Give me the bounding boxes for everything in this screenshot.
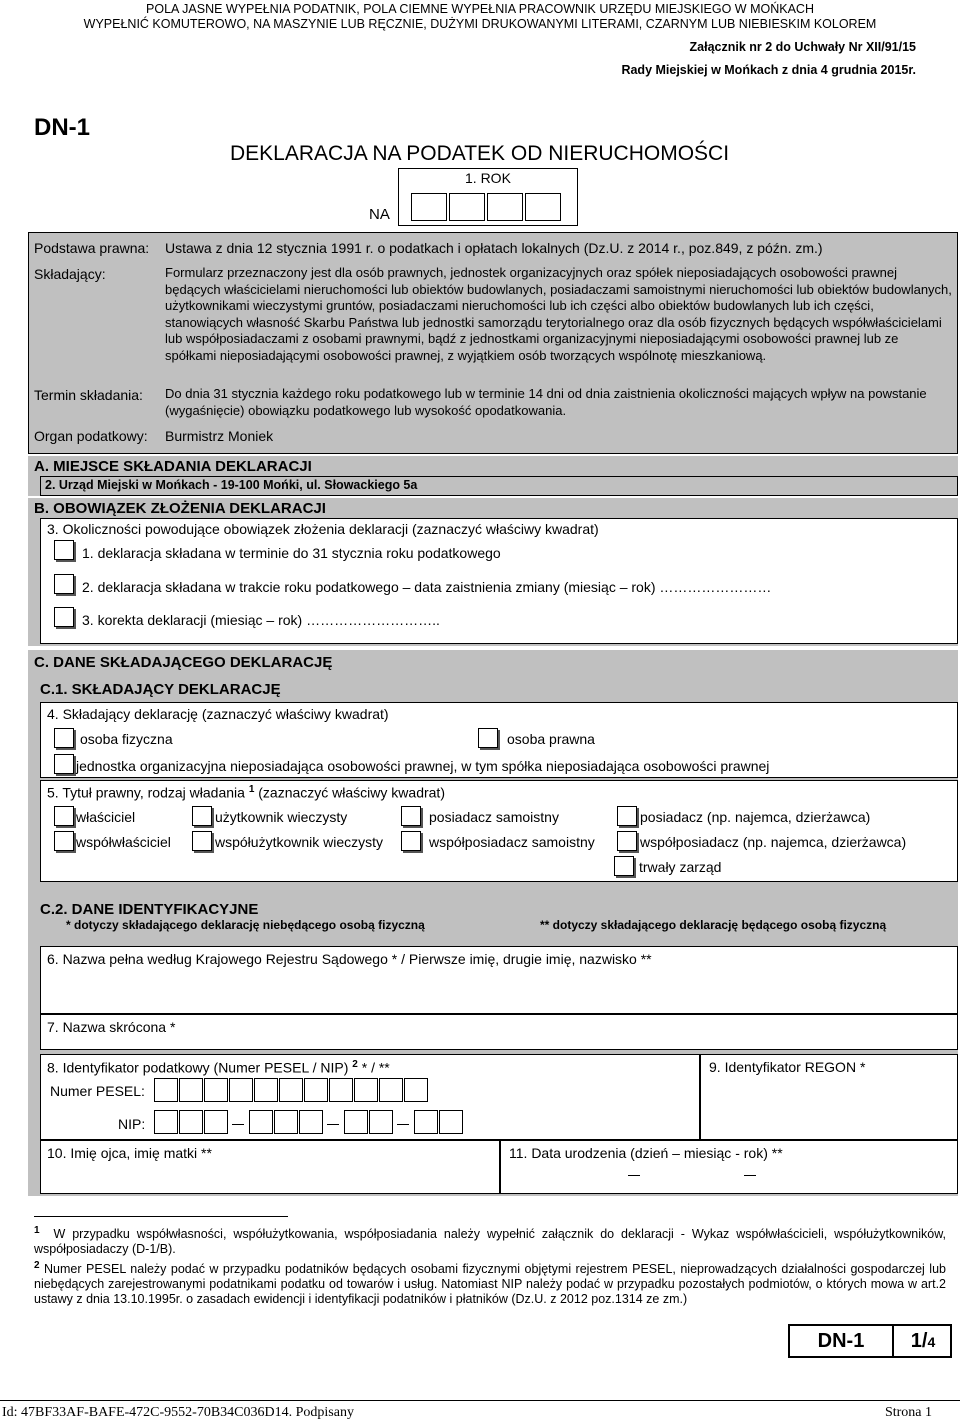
nip-digit-cell[interactable] xyxy=(414,1110,438,1134)
field-5 xyxy=(40,780,958,882)
page-box xyxy=(788,1324,952,1358)
footnote-1-mark: 1 xyxy=(34,1225,40,1236)
field-11-label: 11. Data urodzenia (dzień – miesiąc - rok) ** xyxy=(509,1145,783,1161)
header-line-2: WYPEŁNIĆ KOMUTEROWO, NA MASZYNIE LUB RĘCZNIE, DUŻYMI DRUKOWANYMI LITERAMI, CZARNYM LUB NIEBIESKIM KOLOREM xyxy=(83,17,877,31)
section-b-title: B. OBOWIĄZEK ZŁOŻENIA DEKLARACJI xyxy=(34,500,326,517)
field-6[interactable] xyxy=(40,946,958,1014)
f4-option-1-checkbox[interactable] xyxy=(54,728,74,748)
section-a-title: A. MIEJSCE SKŁADANIA DEKLARACJI xyxy=(34,458,312,475)
field-10[interactable] xyxy=(40,1140,500,1194)
f4-option-3-label: jednostka organizacyjna nieposiadająca osobowości prawnej, w tym spółka nieposiadająca osobowości prawnej xyxy=(76,758,770,774)
authority-label: Organ podatkowy: xyxy=(34,428,148,444)
authority-text: Burmistrz Moniek xyxy=(165,428,274,444)
b-option-3-label: 3. korekta deklaracji (miesiąc – rok) ……………………….. xyxy=(82,612,440,628)
field-2 xyxy=(40,476,958,496)
pesel-digit-cell[interactable] xyxy=(304,1078,328,1102)
f5-owner-checkbox[interactable] xyxy=(54,806,74,826)
b-option-2-checkbox[interactable] xyxy=(54,574,74,594)
field-8-footnote-mark: 2 xyxy=(352,1059,358,1070)
pesel-digit-cell[interactable] xyxy=(179,1078,203,1102)
page-number: Strona 1 xyxy=(884,1405,932,1420)
page-box-code: DN-1 xyxy=(790,1326,894,1356)
b-option-2-label: 2. deklaracja składana w trakcie roku podatkowego – data zaistnienia zmiany (miesiąc – rok) …………………… xyxy=(82,579,772,595)
field-5-label-a: 5. Tytuł prawny, rodzaj władania xyxy=(47,784,245,801)
legal-basis-text: Ustawa z dnia 12 stycznia 1991 r. o podatkach i opłatach lokalnych (Dz.U. z 2014 r., poz.849, z późn. zm.) xyxy=(165,240,823,256)
pesel-digit-cell[interactable] xyxy=(254,1078,278,1102)
section-c-title: C. DANE SKŁADAJĄCEGO DEKLARACJĘ xyxy=(34,654,333,671)
pesel-digit-cell[interactable] xyxy=(154,1078,178,1102)
f5-co-owner-label: współwłaściciel xyxy=(76,834,171,850)
nip-digit-cell[interactable] xyxy=(179,1110,203,1134)
nip-digit-cell[interactable] xyxy=(204,1110,228,1134)
f4-option-2-checkbox[interactable] xyxy=(478,728,498,748)
f5-owner-label: właściciel xyxy=(76,809,136,825)
field-2-text: 2. Urząd Miejski w Mońkach - 19-100 Mońki, ul. Słowackiego 5a xyxy=(45,478,418,492)
year-digit-1[interactable] xyxy=(411,193,447,221)
section-c2-title: C.2. DANE IDENTYFIKACYJNE xyxy=(40,901,259,918)
nip-label: NIP: xyxy=(118,1116,146,1132)
year-prefix: NA xyxy=(369,206,390,223)
field-9[interactable] xyxy=(700,1054,958,1140)
year-digit-3[interactable] xyxy=(487,193,523,221)
f4-option-1-label: osoba fizyczna xyxy=(80,731,173,747)
form-code: DN-1 xyxy=(34,114,91,141)
nip-digit-cell[interactable] xyxy=(274,1110,298,1134)
footnote-1 xyxy=(34,1223,946,1257)
birthdate-separator-1 xyxy=(628,1175,640,1176)
f5-co-possessor-checkbox[interactable] xyxy=(617,831,637,851)
nip-digit-cell[interactable] xyxy=(439,1110,463,1134)
footnote-rule xyxy=(34,1216,288,1217)
year-box xyxy=(398,168,578,226)
pesel-digit-cell[interactable] xyxy=(329,1078,353,1102)
f5-co-independent-possessor-checkbox[interactable] xyxy=(401,831,421,851)
page-box-total: 4 xyxy=(927,1334,936,1350)
year-digit-4[interactable] xyxy=(525,193,561,221)
pesel-digit-cell[interactable] xyxy=(229,1078,253,1102)
nip-digit-cell[interactable] xyxy=(299,1110,323,1134)
nip-digit-cell[interactable] xyxy=(344,1110,368,1134)
f5-co-independent-possessor-label: współposiadacz samoistny xyxy=(429,834,595,850)
field-6-label: 6. Nazwa pełna według Krajowego Rejestru Sądowego * / Pierwsze imię, drugie imię, nazwisko ** xyxy=(47,951,652,967)
f5-independent-possessor-checkbox[interactable] xyxy=(401,806,421,826)
field-7-label: 7. Nazwa skrócona * xyxy=(47,1019,176,1035)
field-5-label xyxy=(47,784,445,801)
bottom-rule xyxy=(0,1400,960,1401)
f5-permanent-management-label: trwały zarząd xyxy=(639,859,722,875)
nip-digit-cell[interactable] xyxy=(249,1110,273,1134)
pesel-label: Numer PESEL: xyxy=(50,1083,145,1099)
header-line-1: POLA JASNE WYPEŁNIA PODATNIK, POLA CIEMNE WYPEŁNIA PRACOWNIK URZĘDU MIEJSKIEGO W MOŃKACH xyxy=(146,2,814,16)
page-box-page: 1 xyxy=(910,1330,922,1352)
c2-note-1: * dotyczy składającego deklarację niebędącego osobą fizyczną xyxy=(66,918,425,932)
pesel-digit-cell[interactable] xyxy=(379,1078,403,1102)
page-title: DEKLARACJA NA PODATEK OD NIERUCHOMOŚCI xyxy=(230,142,730,165)
b-option-3-checkbox[interactable] xyxy=(54,607,74,627)
deadline-label: Termin składania: xyxy=(34,387,143,403)
field-8-label xyxy=(47,1059,390,1076)
f4-option-3-checkbox[interactable] xyxy=(54,754,74,774)
field-11[interactable] xyxy=(500,1140,958,1194)
nip-separator xyxy=(397,1124,409,1125)
pesel-digit-cell[interactable] xyxy=(204,1078,228,1102)
c2-note-2: ** dotyczy składającego deklarację będącego osobą fizyczną xyxy=(540,918,887,932)
legal-basis-label: Podstawa prawna: xyxy=(34,240,150,256)
field-8-label-a: 8. Identyfikator podatkowy (Numer PESEL / NIP) xyxy=(47,1059,349,1076)
f5-independent-possessor-label: posiadacz samoistny xyxy=(429,809,559,825)
f4-option-2-label: osoba prawna xyxy=(507,731,595,747)
page-box-number: 1/4 xyxy=(910,1330,936,1352)
annex-text: Załącznik nr 2 do Uchwały Nr XII/91/15 xyxy=(689,40,916,54)
nip-digit-cell[interactable] xyxy=(369,1110,393,1134)
footnote-2-text: Numer PESEL należy podać w przypadku podatników będących osobami fizycznymi objętymi rejestrem PESEL, nieprowadzących działalności gospodarczej lub niebędących zarejestrowanymi podatnikami podatku od towarów i usług. Natomiast NIP należy podać w przypadku pozostałych podmiotów, o których mowa w art.2 ustawy z dnia 13.10.1995r. o zasadach ewidencji i identyfikacji podatników i płatników (Dz.U. z 2012 poz.1314 ze zm.) xyxy=(34,1262,946,1307)
footnote-2 xyxy=(34,1258,946,1307)
footnote-2-mark: 2 xyxy=(34,1260,40,1271)
filer-text: Formularz przeznaczony jest dla osób prawnych, jednostek organizacyjnych oraz spółek nieposiadających osobowości prawnej będących właścicielami nieruchomości lub obiektów budowlanych, posiadaczami samoistnymi nieruchomości lub obiektów budowlanych, użytkownikami wieczystymi gruntów, posiadaczami nieruchomości lub ich części albo obiektów budowlanych lub ich części, stanowiących własność Skarbu Państwa lub jednostki samorządu terytorialnego oraz dla osób fizycznych będących współwłaścicielami lub współposiadaczami z osobami prawnymi, bądź z jednostkami organizacyjnymi nieposiadającymi osobowości prawnej lub ze spółkami nieposiadającymi osobowości prawnej, z wyjątkiem osób tworzących wspólnotę mieszkaniową. xyxy=(165,265,952,363)
f5-co-perpetual-user-checkbox[interactable] xyxy=(192,831,212,851)
field-7[interactable] xyxy=(40,1014,958,1050)
f5-perpetual-user-label: użytkownik wieczysty xyxy=(215,809,348,825)
f5-co-perpetual-user-label: współużytkownik wieczysty xyxy=(215,834,384,850)
field-5-label-b: (zaznaczyć właściwy kwadrat) xyxy=(258,784,445,801)
field-3-label: 3. Okoliczności powodujące obowiązek złożenia deklaracji (zaznaczyć właściwy kwadrat) xyxy=(47,521,599,537)
pesel-digit-cell[interactable] xyxy=(404,1078,428,1102)
section-c1-title: C.1. SKŁADAJĄCY DEKLARACJĘ xyxy=(40,681,281,698)
field-10-label: 10. Imię ojca, imię matki ** xyxy=(47,1145,212,1161)
footnote-1-text: W przypadku współwłasności, współużytkowania, współposiadania należy wypełnić załącznik do deklaracji - Wykaz współwłaścicieli, współużytkowników, współposiadaczy (D-1/B). xyxy=(34,1227,947,1257)
b-option-1-label: 1. deklaracja składana w terminie do 31 stycznia roku podatkowego xyxy=(82,545,501,561)
field-9-label: 9. Identyfikator REGON * xyxy=(709,1059,866,1075)
deadline-text: Do dnia 31 stycznia każdego roku podatkowego lub w terminie 14 dni od dnia zaistnienia okoliczności mających wpływ na powstanie (wygaśnięcie) obowiązku podatkowego lub wysokość opodatkowania. xyxy=(165,386,927,418)
year-digit-2[interactable] xyxy=(449,193,485,221)
f5-possessor-label: posiadacz (np. najemca, dzierżawca) xyxy=(640,809,871,825)
nip-separator xyxy=(327,1124,339,1125)
birthdate-separator-2 xyxy=(744,1175,756,1176)
council-text: Rady Miejskiej w Mońkach z dnia 4 grudnia 2015r. xyxy=(621,63,916,77)
field-5-footnote-mark: 1 xyxy=(248,784,255,795)
pesel-digit-cell[interactable] xyxy=(354,1078,378,1102)
nip-digit-cell[interactable] xyxy=(154,1110,178,1134)
b-option-1-checkbox[interactable] xyxy=(54,540,74,560)
document-id: Id: 47BF33AF-BAFE-472C-9552-70B34C036D14. Podpisany xyxy=(2,1405,354,1420)
f5-co-possessor-label: współposiadacz (np. najemca, dzierżawca) xyxy=(640,834,907,850)
f5-permanent-management-checkbox[interactable] xyxy=(614,856,634,876)
nip-separator xyxy=(232,1124,244,1125)
pesel-digit-cell[interactable] xyxy=(279,1078,303,1102)
year-label: 1. ROK xyxy=(465,170,511,186)
field-8-label-b: * / ** xyxy=(361,1059,390,1076)
filer-label: Składający: xyxy=(34,266,106,282)
f5-possessor-checkbox[interactable] xyxy=(617,806,637,826)
field-4-label: 4. Składający deklarację (zaznaczyć właściwy kwadrat) xyxy=(47,706,389,722)
f5-co-owner-checkbox[interactable] xyxy=(54,831,74,851)
f5-perpetual-user-checkbox[interactable] xyxy=(192,806,212,826)
